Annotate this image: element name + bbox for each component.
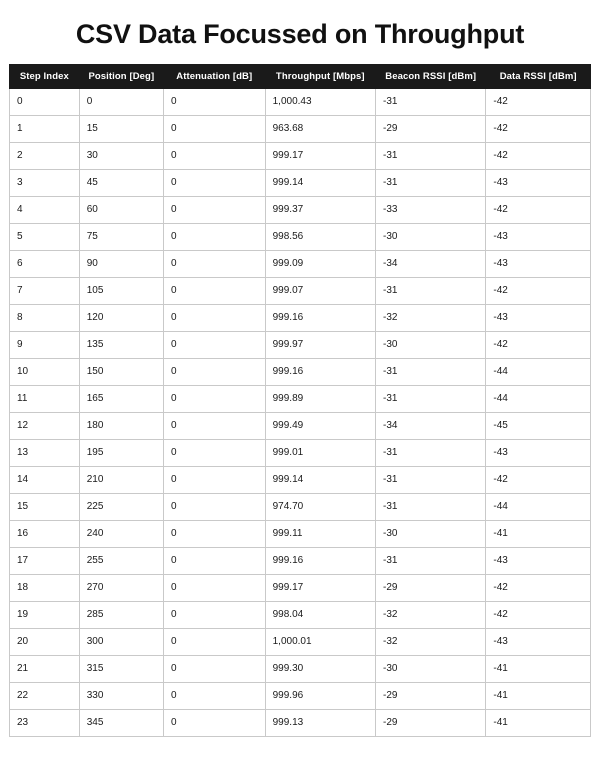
table-row [10,412,591,439]
table-cell: -29 [376,682,486,709]
table-cell: 60 [79,196,163,223]
table-cell: 0 [163,115,265,142]
table-cell: 999.37 [265,196,375,223]
table-row [10,439,591,466]
table-cell: 0 [163,385,265,412]
table-cell: 225 [79,493,163,520]
table-cell: 0 [163,520,265,547]
table-row [10,115,591,142]
table-row [10,628,591,655]
table-cell: -31 [376,88,486,115]
table-cell: 16 [10,520,80,547]
table-cell: 2 [10,142,80,169]
table-cell: 0 [163,250,265,277]
table-cell: 0 [163,601,265,628]
table-cell: -30 [376,331,486,358]
page-title: CSV Data Focussed on Throughput [75,19,525,49]
table-cell: 21 [10,655,80,682]
table-cell: 345 [79,709,163,736]
table-cell: -42 [486,574,591,601]
table-cell: 9 [10,331,80,358]
table-cell: 0 [163,88,265,115]
document-page [0,20,600,773]
table-cell: 0 [163,331,265,358]
table-cell: 5 [10,223,80,250]
table-cell: 195 [79,439,163,466]
table-cell: 998.56 [265,223,375,250]
table-cell: -45 [486,412,591,439]
table-cell: -43 [486,169,591,196]
table-row [10,304,591,331]
table-cell: -41 [486,682,591,709]
table-cell: -42 [486,196,591,223]
table-cell: 0 [163,547,265,574]
table-cell: 999.96 [265,682,375,709]
table-row [10,277,591,304]
table-cell: -29 [376,709,486,736]
table-row [10,520,591,547]
table-cell: 0 [163,169,265,196]
table-cell: -44 [486,358,591,385]
table-cell: 240 [79,520,163,547]
table-cell: 999.11 [265,520,375,547]
table-cell: -42 [486,601,591,628]
table-cell: 1,000.01 [265,628,375,655]
table-cell: -44 [486,493,591,520]
table-row [10,331,591,358]
table-cell: -30 [376,655,486,682]
table-row [10,493,591,520]
table-cell: -34 [376,412,486,439]
table-cell: -42 [486,331,591,358]
column-header-data-rssi: Data RSSI [dBm] [486,64,591,88]
table-row [10,223,591,250]
table-cell: -43 [486,304,591,331]
table-cell: 255 [79,547,163,574]
table-cell: 13 [10,439,80,466]
table-cell: 999.17 [265,574,375,601]
table-cell: 974.70 [265,493,375,520]
table-cell: 0 [163,196,265,223]
table-row [10,466,591,493]
table-container [9,64,591,737]
table-cell: -31 [376,466,486,493]
table-row [10,655,591,682]
table-cell: 20 [10,628,80,655]
table-cell: -42 [486,88,591,115]
table-cell: 270 [79,574,163,601]
table-cell: 14 [10,466,80,493]
table-cell: 105 [79,277,163,304]
table-row [10,574,591,601]
table-cell: -31 [376,385,486,412]
table-cell: 0 [163,277,265,304]
table-cell: 999.30 [265,655,375,682]
column-header-beacon-rssi: Beacon RSSI [dBm] [376,64,486,88]
column-header-attenuation: Attenuation [dB] [163,64,265,88]
table-body [10,88,591,736]
table-cell: 3 [10,169,80,196]
table-cell: -32 [376,304,486,331]
table-cell: -41 [486,709,591,736]
table-cell: 999.07 [265,277,375,304]
table-row [10,547,591,574]
table-cell: 1 [10,115,80,142]
table-cell: -31 [376,142,486,169]
table-cell: 0 [163,682,265,709]
table-cell: 0 [163,223,265,250]
table-cell: 999.14 [265,466,375,493]
table-cell: -31 [376,493,486,520]
table-cell: 315 [79,655,163,682]
table-cell: -30 [376,520,486,547]
table-cell: 999.16 [265,547,375,574]
table-row [10,358,591,385]
table-cell: -32 [376,628,486,655]
table-cell: 0 [163,358,265,385]
table-row [10,169,591,196]
table-row [10,142,591,169]
table-cell: 998.04 [265,601,375,628]
table-cell: -41 [486,520,591,547]
table-cell: 150 [79,358,163,385]
table-cell: 300 [79,628,163,655]
table-cell: 15 [79,115,163,142]
table-cell: -43 [486,250,591,277]
table-cell: -44 [486,385,591,412]
table-cell: 1,000.43 [265,88,375,115]
table-row [10,250,591,277]
table-cell: 0 [163,304,265,331]
table-cell: -30 [376,223,486,250]
table-header [10,64,591,88]
table-cell: 120 [79,304,163,331]
table-cell: 30 [79,142,163,169]
table-cell: 0 [163,412,265,439]
table-cell: 0 [163,655,265,682]
table-cell: 0 [163,142,265,169]
table-row [10,88,591,115]
table-cell: -43 [486,223,591,250]
csv-data-table [9,64,591,737]
table-cell: 999.16 [265,304,375,331]
table-cell: 17 [10,547,80,574]
table-cell: 45 [79,169,163,196]
table-cell: 135 [79,331,163,358]
table-cell: 180 [79,412,163,439]
column-header-throughput: Throughput [Mbps] [265,64,375,88]
table-cell: -31 [376,439,486,466]
table-cell: 0 [163,628,265,655]
table-cell: -41 [486,655,591,682]
table-row [10,682,591,709]
table-header-row [10,64,591,88]
table-cell: -33 [376,196,486,223]
table-cell: 0 [79,88,163,115]
table-cell: -34 [376,250,486,277]
column-header-position: Position [Deg] [79,64,163,88]
table-cell: -42 [486,142,591,169]
table-cell: 0 [163,574,265,601]
table-cell: -31 [376,547,486,574]
table-cell: -31 [376,358,486,385]
table-cell: 4 [10,196,80,223]
table-cell: 963.68 [265,115,375,142]
table-cell: 0 [163,709,265,736]
table-cell: 75 [79,223,163,250]
column-header-step-index: Step Index [10,64,80,88]
table-cell: -29 [376,574,486,601]
table-cell: 22 [10,682,80,709]
table-cell: 19 [10,601,80,628]
table-cell: 999.97 [265,331,375,358]
table-cell: 23 [10,709,80,736]
table-cell: -31 [376,277,486,304]
table-cell: 999.09 [265,250,375,277]
table-cell: 0 [10,88,80,115]
table-cell: -43 [486,439,591,466]
table-cell: 999.89 [265,385,375,412]
table-cell: 330 [79,682,163,709]
table-cell: 999.01 [265,439,375,466]
table-cell: 12 [10,412,80,439]
table-cell: 8 [10,304,80,331]
table-cell: -29 [376,115,486,142]
table-cell: 999.13 [265,709,375,736]
table-cell: 0 [163,439,265,466]
table-cell: 6 [10,250,80,277]
table-row [10,601,591,628]
table-cell: 999.49 [265,412,375,439]
table-cell: -43 [486,628,591,655]
table-cell: 165 [79,385,163,412]
table-cell: 999.17 [265,142,375,169]
table-cell: 15 [10,493,80,520]
table-cell: -42 [486,115,591,142]
table-cell: 285 [79,601,163,628]
table-row [10,709,591,736]
table-cell: 7 [10,277,80,304]
table-cell: 0 [163,493,265,520]
table-cell: -42 [486,277,591,304]
table-cell: 90 [79,250,163,277]
table-cell: 999.16 [265,358,375,385]
table-cell: -42 [486,466,591,493]
table-cell: -31 [376,169,486,196]
table-cell: 11 [10,385,80,412]
table-cell: 999.14 [265,169,375,196]
table-cell: 18 [10,574,80,601]
table-cell: 0 [163,466,265,493]
table-cell: 10 [10,358,80,385]
table-row [10,196,591,223]
table-cell: -32 [376,601,486,628]
table-cell: -43 [486,547,591,574]
table-row [10,385,591,412]
table-cell: 210 [79,466,163,493]
